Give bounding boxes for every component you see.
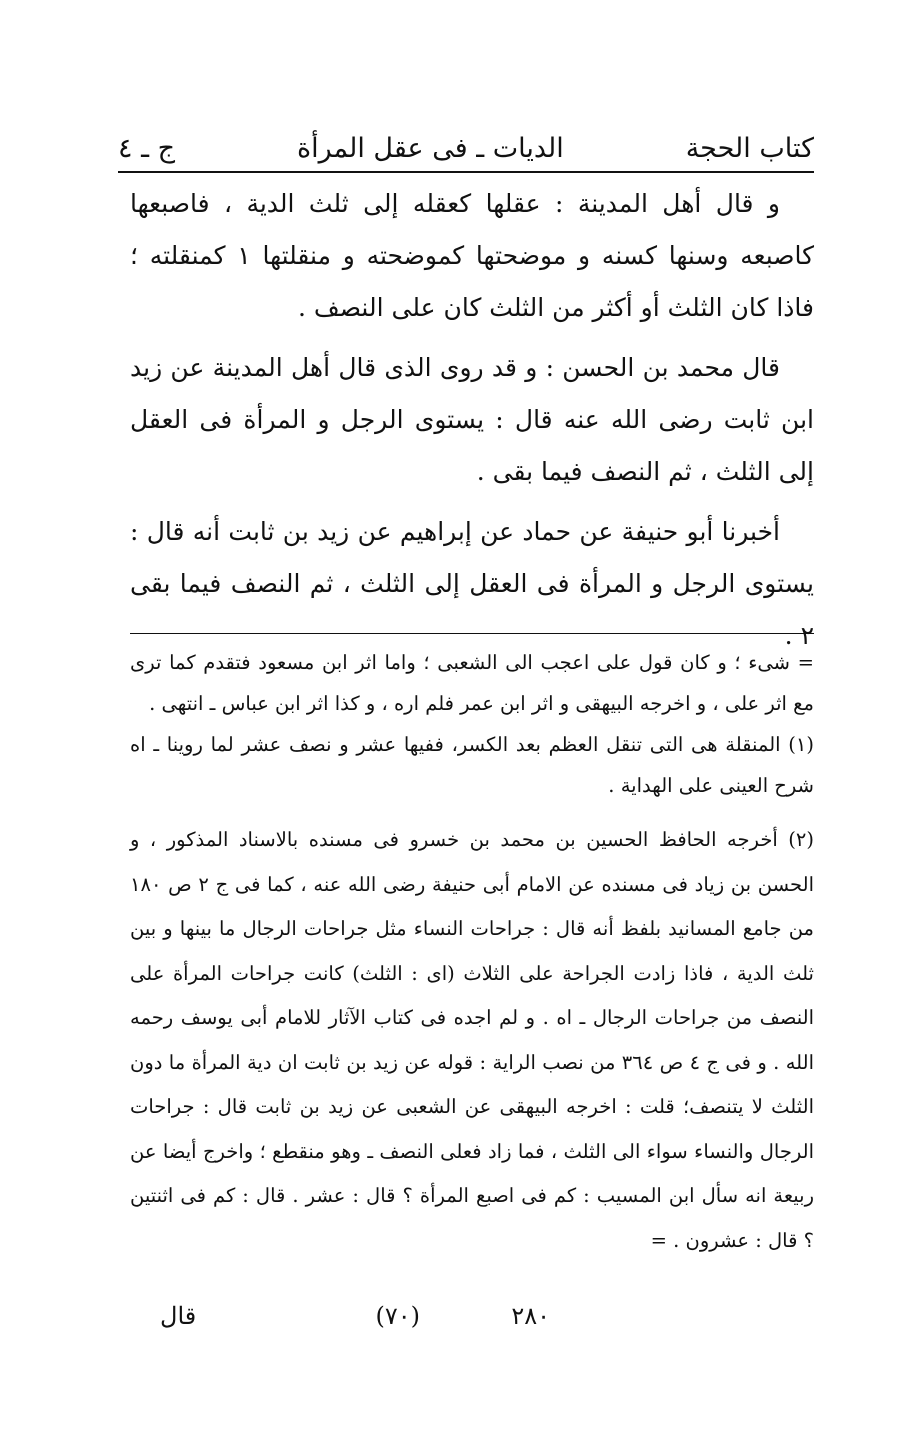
page-footer [150, 1302, 550, 1342]
header-divider [118, 171, 814, 173]
footnote: (١) المنقلة هى التى تنقل العظم بعد الكسر، ففيها عشر و نصف عشر لما روينا ـ اه شرح العينى على الهداية . [130, 733, 814, 797]
book-title: كتاب الحجة [685, 133, 814, 164]
main-text [130, 178, 814, 670]
footnote-divider [130, 633, 814, 634]
volume-label: ج ـ ٤ [118, 133, 176, 164]
catchword: قال [160, 1302, 197, 1330]
paragraph: أخبرنا أبو حنيفة عن حماد عن إبراهيم عن زيد بن ثابت أنه قال : يستوى الرجل و المرأة فى العقل إلى الثلث ، ثم النصف فيما بقى ٢ . [130, 517, 814, 650]
paragraph: قال محمد بن الحسن : و قد روى الذى قال أهل المدينة عن زيد ابن ثابت رضى الله عنه قال : يستوى الرجل و المرأة فى العقل إلى الثلث ، ثم النصف فيما بقى . [130, 353, 814, 486]
footnote: (٢) أخرجه الحافظ الحسين بن محمد بن خسرو فى مسنده بالاسناد المذكور ، و الحسن بن زياد فى مسنده عن الامام أبى حنيفة رضى الله عنه ، كما فى ج ٢ ص ١٨٠ من جامع المسانيد بلفظ أنه قال : جراحات النساء مثل جراحات الرجال ما بينها و بين ثلث الدية ، فاذا زادت الجراحة على الثلاث (اى : الثلث) كانت جراحات المرأة على النصف من جراحات الرجال ـ اه . و لم اجده فى كتاب الآثار للامام أبى يوسف رحمه الله . و فى ج ٤ ص ٣٦٤ من نصب الراية : قوله عن زيد بن ثابت ان دية المرأة ما دون الثلث لا يتنصف؛ قلت : اخرجه البيهقى عن الشعبى عن زيد بن ثابت قال : جراحات الرجال والنساء سواء الى الثلث ، فما زاد فعلى النصف ـ وهو منقطع ؛ واخرج أيضا عن ربيعة انه سأل ابن المسيب : كم فى اصبع المرأة ؟ قال : عشر . قال : كم فى اثنتين ؟ قال : عشرون . = [130, 828, 814, 1252]
paragraph: و قال أهل المدينة : عقلها كعقله إلى ثلث الدية ، فاصبعها كاصبعه وسنها كسنه و موضحتها كموضحته و منقلتها ١ كمنقلته ؛ فاذا كان الثلث أو أكثر من الثلث كان على النصف . [130, 189, 815, 322]
footnote: = شىء ؛ و كان قول على اعجب الى الشعبى ؛ واما اثر ابن مسعود فتقدم كما ترى مع اثر على ، و اخرجه البيهقى و اثر ابن عمر فلم اره ، و كذا اثر ابن عباس ـ انتهى . [130, 651, 814, 715]
running-header [118, 112, 814, 164]
page-number: ٢٨٠ [511, 1302, 550, 1330]
signature-mark: (٧٠) [375, 1302, 420, 1330]
footnotes [130, 642, 814, 1263]
chapter-title: الديات ـ فى عقل المرأة [296, 133, 564, 164]
